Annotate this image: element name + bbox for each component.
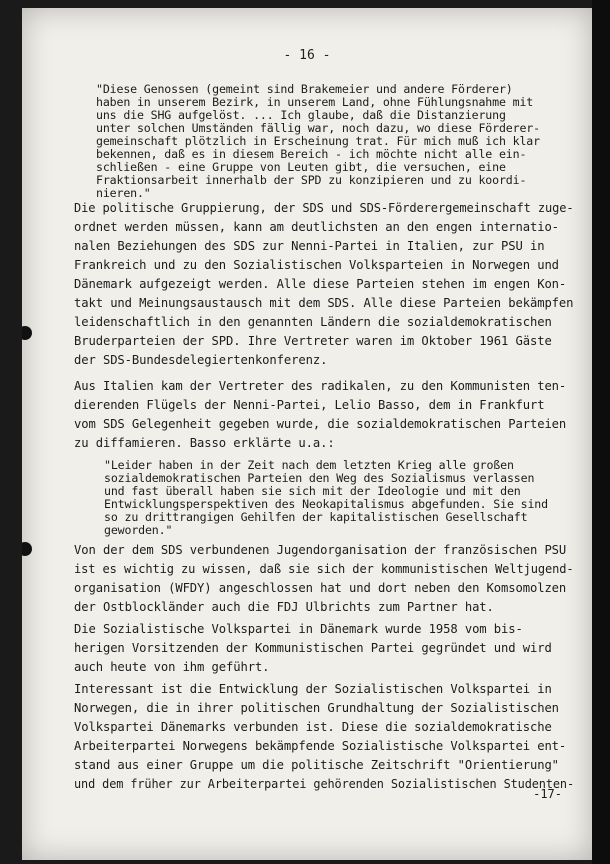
punch-hole-top xyxy=(22,326,32,340)
text-line: takt und Meinungsaustausch mit dem SDS. Alle diese Parteien bekämpfen xyxy=(74,296,574,310)
page-number: - 16 - xyxy=(283,48,331,63)
text-line: Aus Italien kam der Vertreter des radikalen, zu den Kommunisten ten- xyxy=(74,379,567,393)
text-line: Dänemark aufgezeigt werden. Alle diese Parteien stehen im engen Kon- xyxy=(74,277,567,291)
text-line: sozialdemokratischen Parteien den Weg des Sozialismus verlassen xyxy=(104,471,535,485)
text-line: Arbeiterpartei Norwegens bekämpfende Sozialistische Volkspartei ent- xyxy=(74,739,567,753)
text-line: uns die SHG aufgelöst. ... Ich glaube, daß die Distanzierung xyxy=(96,108,506,122)
text-line: und dem früher zur Arbeiterpartei gehörenden Sozialistischen Studenten- xyxy=(74,777,575,791)
text-line: und fast überall haben sie sich mit der Ideologie und mit den xyxy=(104,484,521,498)
text-line: zu diffamieren. Basso erklärte u.a.: xyxy=(74,436,335,450)
text-line: Die politische Gruppierung, der SDS und SDS-Förderergemeinschaft zuge- xyxy=(74,201,574,215)
text-line: Bruderparteien der SPD. Ihre Vertreter waren im Oktober 1961 Gäste xyxy=(74,334,552,348)
text-line: so zu drittrangigen Gehilfen der kapitalistischen Gesellschaft xyxy=(104,510,528,524)
continuation-page-mark: -17- xyxy=(533,787,562,801)
text-line: geworden." xyxy=(104,523,173,537)
text-line: leidenschaftlich in den genannten Ländern die sozialdemokratischen xyxy=(74,315,552,329)
text-line: "Leider haben in der Zeit nach dem letzten Krieg alle großen xyxy=(104,458,514,472)
scan-edge-shadow xyxy=(592,0,610,864)
punch-hole-bottom xyxy=(22,542,32,556)
text-line: stand aus einer Gruppe um die politische Zeitschrift "Orientierung" xyxy=(74,758,559,772)
text-line: ordnet werden müssen, kann am deutlichsten an den engen internatio- xyxy=(74,220,559,234)
text-line: auch heute von ihm geführt. xyxy=(74,660,270,674)
text-line: unter solchen Umständen fällig war, noch dazu, wo diese Förderer- xyxy=(96,121,540,135)
text-line: Entwicklungsperspektiven des Neokapitalismus abgefunden. Sie sind xyxy=(104,497,548,511)
text-line: der Ostblockländer auch die FDJ Ulbrichts zum Partner hat. xyxy=(74,600,494,614)
text-line: ist es wichtig zu wissen, daß sie sich der kommunistischen Weltjugend- xyxy=(74,562,574,576)
text-line: Volkspartei Dänemarks verbunden ist. Diese die sozialdemokratische xyxy=(74,720,552,734)
text-line: Interessant ist die Entwicklung der Sozialistischen Volkspartei in xyxy=(74,682,552,696)
text-line: Die Sozialistische Volkspartei in Dänemark wurde 1958 vom bis- xyxy=(74,622,523,636)
text-line: "Diese Genossen (gemeint sind Brakemeier und andere Förderer) xyxy=(96,82,513,96)
text-line: dierenden Flügels der Nenni-Partei, Lelio Basso, dem in Frankfurt xyxy=(74,398,545,412)
text-line: vom SDS Gelegenheit gegeben wurde, die sozialdemokratischen Parteien xyxy=(74,417,567,431)
text-line: Norwegen, die in ihrer politischen Grundhaltung der Sozialistischen xyxy=(74,701,559,715)
text-line: der SDS-Bundesdelegiertenkonferenz. xyxy=(74,353,328,367)
text-line: organisation (WFDY) angeschlossen hat und dort neben den Komsomolzen xyxy=(74,581,567,595)
text-line: Von der dem SDS verbundenen Jugendorganisation der französischen PSU xyxy=(74,543,567,557)
text-line: schließen - eine Gruppe von Leuten gibt, die versuchen, eine xyxy=(96,160,506,174)
text-line: Fraktionsarbeit innerhalb der SPD zu konzipieren und zu koordi- xyxy=(96,173,527,187)
text-line: haben in unserem Bezirk, in unserem Land, ohne Fühlungsnahme mit xyxy=(96,95,534,109)
text-line: Frankreich und zu den Sozialistischen Volksparteien in Norwegen und xyxy=(74,258,559,272)
text-line: gemeinschaft plötzlich in Erscheinung trat. Für mich muß ich klar xyxy=(96,134,540,148)
text-line: bekennen, daß es in diesem Bereich - ich möchte nicht alle ein- xyxy=(96,147,527,161)
document-page xyxy=(22,8,592,860)
text-line: nalen Beziehungen des SDS zur Nenni-Partei in Italien, zur PSU in xyxy=(74,239,545,253)
text-line: herigen Vorsitzenden der Kommunistischen Partei gegründet und wird xyxy=(74,641,552,655)
text-line: nieren." xyxy=(96,186,151,200)
